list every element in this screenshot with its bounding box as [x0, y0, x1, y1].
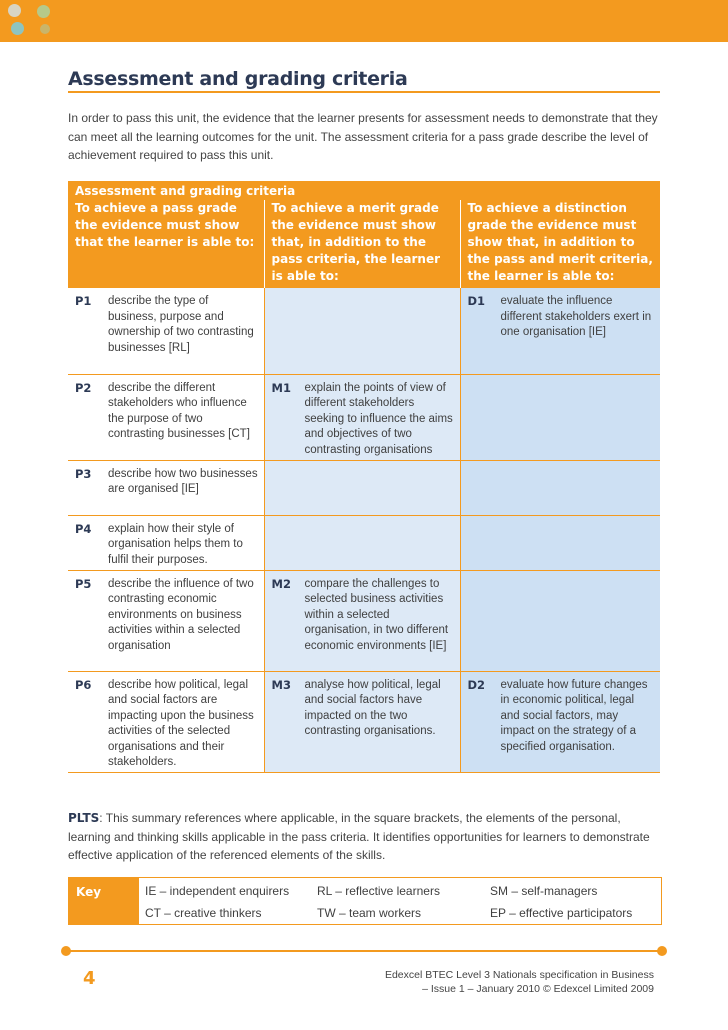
- distinction-cell: [460, 374, 660, 460]
- page-number: 4: [83, 968, 96, 989]
- title-underline: [68, 91, 660, 93]
- footer-dot: [657, 946, 667, 956]
- criterion-text: compare the challenges to selected business activities within a selected organisation, in two different economic environments [IE]: [304, 577, 449, 652]
- criterion-text: describe the different stakeholders who influence the purpose of two contrasting businesses [CT]: [108, 381, 250, 440]
- footer-line: Edexcel BTEC Level 3 Nationals specification in Business: [384, 969, 654, 981]
- table-row: [68, 570, 660, 671]
- key-item: IE – independent enquirers: [145, 884, 290, 898]
- footer-text: [385, 968, 654, 996]
- distinction-cell: [460, 288, 660, 374]
- key-item: RL – reflective learners: [317, 884, 440, 898]
- key-item: TW – team workers: [317, 906, 422, 920]
- top-banner: [0, 0, 728, 42]
- criterion-code: D2: [467, 677, 486, 692]
- key-item: SM – self-managers: [490, 884, 598, 898]
- criterion-text: describe how political, legal and social factors are impacting upon the business activities of the selected organisations and their stakeholders.: [108, 678, 254, 768]
- key-label: Key: [69, 878, 139, 924]
- merit-column-header: To achieve a merit grade the evidence must show that, in addition to the pass criteria, the learner is able to:: [264, 200, 460, 288]
- criterion-code: M2: [271, 576, 291, 591]
- criterion-text: analyse how political, legal and social factors have impacted on the two contrasting organisations.: [304, 678, 441, 737]
- merit-cell: [264, 374, 460, 460]
- footer-rule: [66, 950, 662, 952]
- criterion-code: M1: [271, 380, 291, 395]
- table-caption: Assessment and grading criteria: [68, 181, 660, 200]
- criterion-text: evaluate how future changes in economic political, legal and social factors, may impact on the strategy of a specified organisation.: [500, 678, 648, 753]
- merit-cell: [264, 460, 460, 515]
- distinction-cell: [460, 671, 660, 772]
- table-row: [68, 671, 660, 772]
- criterion-text: evaluate the influence different stakeholders exert in one organisation [IE]: [500, 295, 652, 338]
- page-title: Assessment and grading criteria: [68, 68, 408, 90]
- pass-cell: [68, 460, 264, 515]
- criterion-code: P1: [75, 294, 92, 308]
- decorative-dot: [37, 5, 50, 18]
- distinction-cell: [460, 515, 660, 570]
- distinction-cell: [460, 570, 660, 671]
- decorative-dot: [40, 24, 50, 34]
- pass-cell: [68, 671, 264, 772]
- table-row: [68, 374, 660, 460]
- pass-cell: [68, 288, 264, 374]
- decorative-dot: [8, 4, 21, 17]
- table-row: [68, 515, 660, 570]
- plts-label: PLTS: [68, 811, 100, 825]
- key-item: CT – creative thinkers: [145, 906, 262, 920]
- pass-cell: [68, 515, 264, 570]
- intro-paragraph: In order to pass this unit, the evidence that the learner presents for assessment needs to demonstrate that they can meet all the learning outcomes for the unit. The assessment criteria for a pass grade describe the level of achievement required to pass this unit.: [68, 111, 658, 162]
- key-table: [68, 877, 662, 925]
- table-row: [68, 460, 660, 515]
- key-item: EP – effective participators: [490, 906, 633, 920]
- criterion-text: describe how two businesses are organised [IE]: [108, 467, 258, 495]
- merit-cell: [264, 288, 460, 374]
- pass-cell: [68, 374, 264, 460]
- decorative-dot: [11, 22, 24, 35]
- criterion-text: describe the influence of two contrasting economic environments on business activities within a selected organisation: [108, 577, 254, 652]
- criterion-code: P4: [75, 521, 92, 536]
- criterion-code: P2: [75, 380, 92, 395]
- criterion-code: D1: [467, 294, 486, 308]
- distinction-cell: [460, 460, 660, 515]
- criterion-text: explain the points of view of different stakeholders seeking to influence the aims and objectives of two contrasting organisations: [304, 381, 453, 456]
- table-row: [68, 288, 660, 374]
- criterion-text: describe the type of business, purpose and ownership of two contrasting businesses [RL]: [108, 295, 254, 354]
- criterion-code: M3: [271, 677, 291, 692]
- pass-column-header: To achieve a pass grade the evidence must show that the learner is able to:: [68, 200, 264, 288]
- footer-line: – Issue 1 – January 2010 © Edexcel Limited 2009: [422, 983, 654, 995]
- footer-dot: [61, 946, 71, 956]
- plts-paragraph: [68, 809, 660, 865]
- merit-cell: [264, 570, 460, 671]
- criterion-code: P3: [75, 466, 92, 481]
- merit-cell: [264, 671, 460, 772]
- plts-text: : This summary references where applicable, in the square brackets, the elements of the personal, learning and thinking skills applicable in the pass criteria. It identifies opportunities for learners to demonstrate effective application of the referenced elements of the skills.: [68, 811, 650, 862]
- merit-cell: [264, 515, 460, 570]
- grading-criteria-table: [68, 181, 660, 773]
- pass-cell: [68, 570, 264, 671]
- criterion-code: P6: [75, 677, 92, 692]
- criterion-text: explain how their style of organisation helps them to fulfil their purposes.: [108, 522, 243, 566]
- distinction-column-header: To achieve a distinction grade the evidence must show that, in addition to the pass and merit criteria, the learner is able to:: [460, 200, 660, 288]
- criterion-code: P5: [75, 576, 92, 591]
